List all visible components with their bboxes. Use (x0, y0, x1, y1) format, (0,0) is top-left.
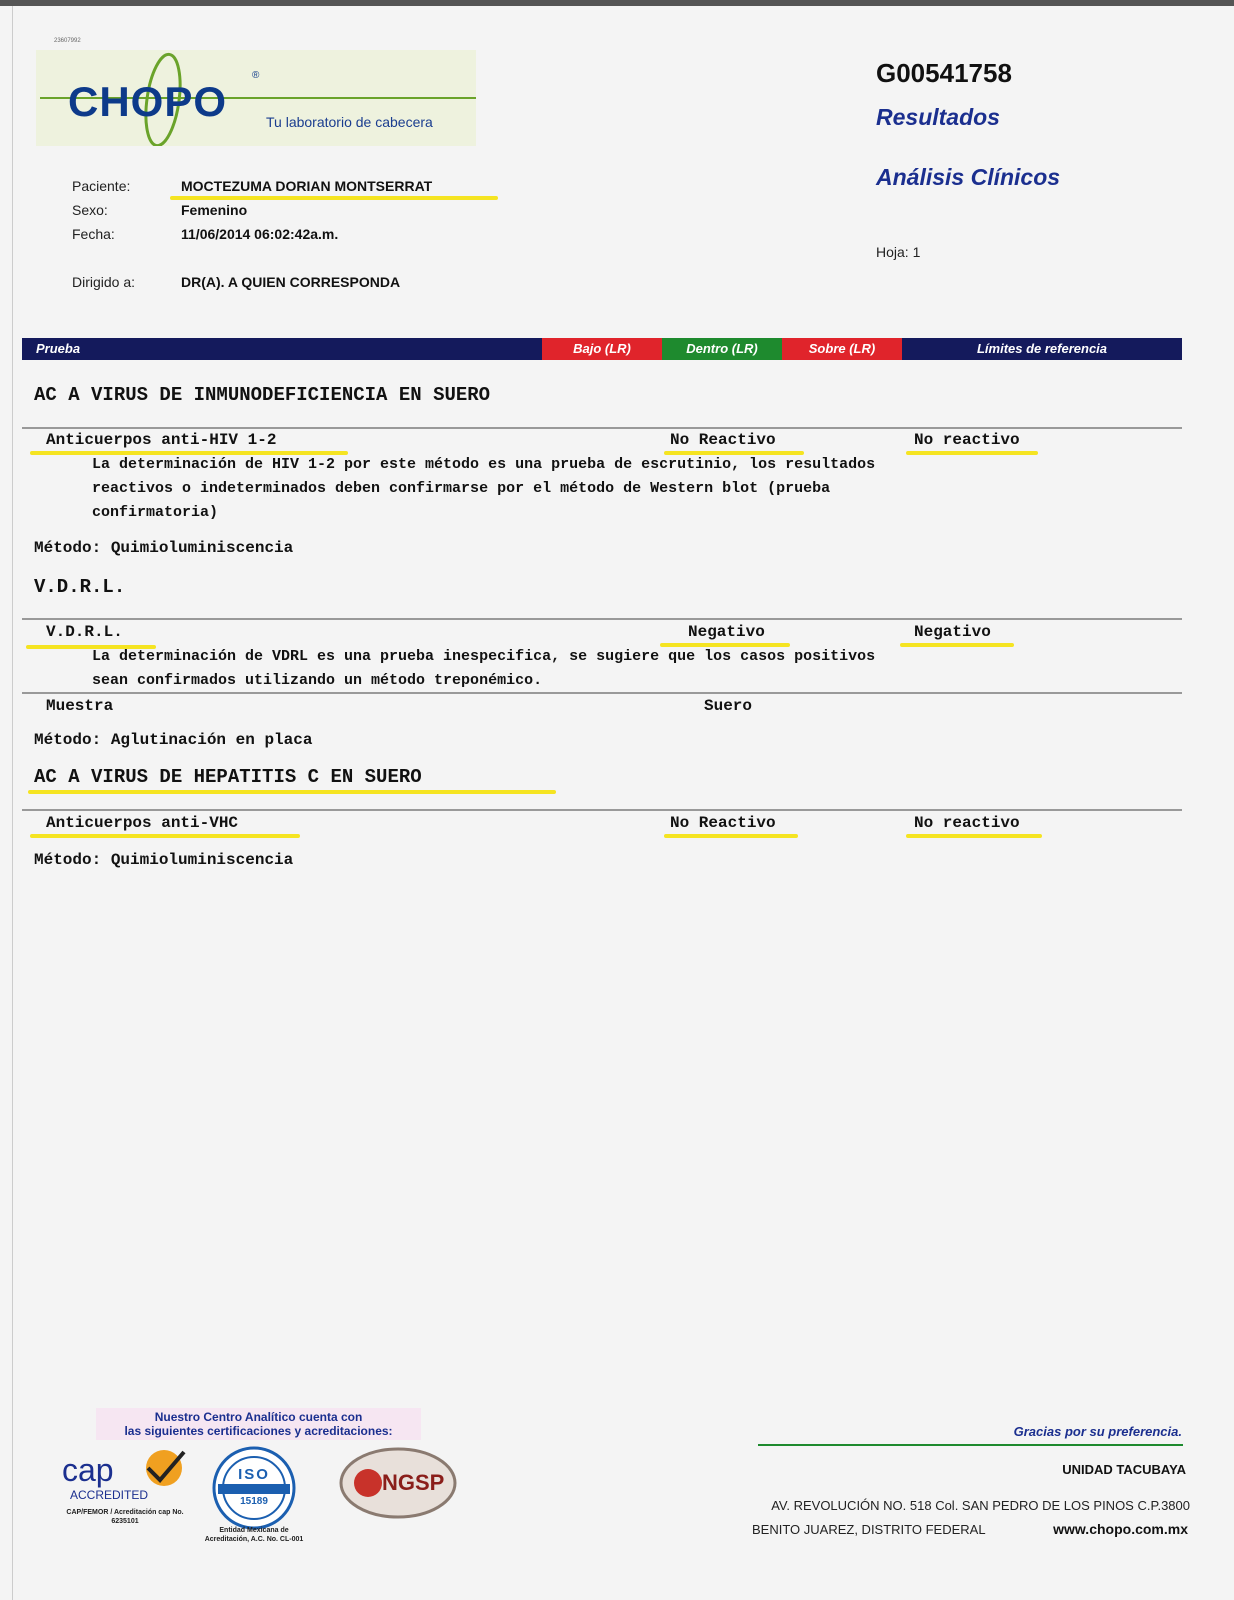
iso-logo-text: ISO (238, 1466, 270, 1483)
report-title-analisis: Análisis Clínicos (876, 164, 1061, 190)
result-vdrl: Negativo (688, 623, 765, 641)
test-name-hcv: Anticuerpos anti-VHC (46, 814, 239, 832)
header-dentro: Dentro (LR) (662, 338, 782, 360)
test-name-vdrl: V.D.R.L. (46, 623, 123, 641)
note-hiv-line3: confirmatoria) (92, 504, 219, 521)
header-limites: Límites de referencia (976, 341, 1108, 356)
cert-line2: las siguientes certificaciones y acreditaciones: (124, 1424, 393, 1438)
cap-accredited-badge (60, 1446, 190, 1506)
note-vdrl-line2: sean confirmados utilizando un método treponémico. (92, 672, 543, 689)
iso-15189-badge (212, 1446, 296, 1530)
test-name-hiv: Anticuerpos anti-HIV 1-2 (46, 431, 277, 449)
section-divider (22, 692, 1182, 694)
footer-divider (758, 1444, 1183, 1446)
header-bajo: Bajo (LR) (542, 338, 662, 360)
header-sobre: Sobre (LR) (782, 338, 902, 360)
highlight-mark (664, 834, 798, 838)
section-title-hiv: AC A VIRUS DE INMUNODEFICIENCIA EN SUERO (34, 384, 491, 406)
result-hcv: No Reactivo (670, 814, 776, 832)
header-prueba: Prueba (36, 341, 81, 356)
sex-label: Sexo: (72, 202, 108, 218)
sample-value: Suero (704, 697, 753, 715)
logo-brand-text: CHOPO (68, 78, 228, 125)
iso-seal-icon (212, 1446, 296, 1530)
highlight-mark (900, 643, 1014, 647)
highlight-mark (28, 790, 556, 794)
patient-label: Paciente: (72, 178, 131, 194)
page-number: Hoja: 1 (876, 244, 921, 260)
section-title-vdrl: V.D.R.L. (34, 576, 126, 598)
highlight-mark (906, 451, 1038, 455)
section-divider (22, 427, 1182, 429)
date-value: 11/06/2014 06:02:42a.m. (181, 226, 339, 242)
address-line2: BENITO JUAREZ, DISTRITO FEDERAL (752, 1522, 986, 1537)
reference-hiv: No reactivo (914, 431, 1020, 449)
ngsp-badge (338, 1446, 458, 1520)
note-hiv-line2: reactivos o indeterminados deben confirmarse por el método de Western blot (prueba (92, 480, 831, 497)
cert-line1: Nuestro Centro Analítico cuenta con (154, 1410, 363, 1424)
iso-number-text: 15189 (240, 1496, 268, 1507)
website-link[interactable]: www.chopo.com.mx (1053, 1521, 1188, 1537)
report-title-resultados: Resultados (876, 104, 1000, 130)
cap-caption: CAP/FEMOR / Acreditación cap No. 6235101 (66, 1509, 184, 1525)
report-page (12, 6, 1231, 1600)
certifications-banner (96, 1408, 421, 1440)
sex-value: Femenino (181, 202, 248, 218)
highlight-mark (170, 196, 498, 200)
highlight-mark (30, 834, 300, 838)
results-table-header (22, 338, 1182, 360)
ngsp-logo-text: NGSP (382, 1470, 445, 1495)
section-divider (22, 809, 1182, 811)
logo-tagline: Tu laboratorio de cabecera (266, 114, 433, 130)
reference-vdrl: Negativo (914, 623, 991, 641)
note-vdrl-line1: La determinación de VDRL es una prueba inespecifica, se sugiere que los casos positivos (92, 648, 876, 665)
date-label: Fecha: (72, 226, 115, 242)
section-divider (22, 618, 1182, 620)
addressed-to-value: DR(A). A QUIEN CORRESPONDA (181, 274, 401, 290)
section-title-hcv: AC A VIRUS DE HEPATITIS C EN SUERO (34, 766, 422, 788)
highlight-mark (906, 834, 1042, 838)
reference-hcv: No reactivo (914, 814, 1020, 832)
note-hiv-line1: La determinación de HIV 1-2 por este método es una prueba de escrutinio, los resultados (92, 456, 876, 473)
iso-caption: Entidad Mexicana de Acreditación, A.C. No. CL-001 (204, 1527, 304, 1543)
cap-sub-text: ACCREDITED (70, 1488, 149, 1502)
logo-registered-mark: ® (252, 70, 260, 81)
document-code: 23607992 (54, 38, 81, 44)
address-line1: AV. REVOLUCIÓN NO. 518 Col. SAN PEDRO DE LOS PINOS C.P.3800 (771, 1498, 1190, 1513)
cap-logo-text: cap (62, 1452, 114, 1488)
sample-label: Muestra (46, 697, 114, 715)
addressed-to-label: Dirigido a: (72, 274, 136, 290)
method-hcv: Método: Quimioluminiscencia (34, 851, 294, 869)
patient-name: MOCTEZUMA DORIAN MONTSERRAT (181, 178, 433, 194)
method-hiv: Método: Quimioluminiscencia (34, 539, 294, 557)
thanks-message: Gracias por su preferencia. (1013, 1424, 1182, 1439)
unit-name: UNIDAD TACUBAYA (1062, 1462, 1186, 1477)
result-hiv: No Reactivo (670, 431, 776, 449)
order-id: G00541758 (876, 58, 1012, 88)
method-vdrl: Método: Aglutinación en placa (34, 731, 313, 749)
